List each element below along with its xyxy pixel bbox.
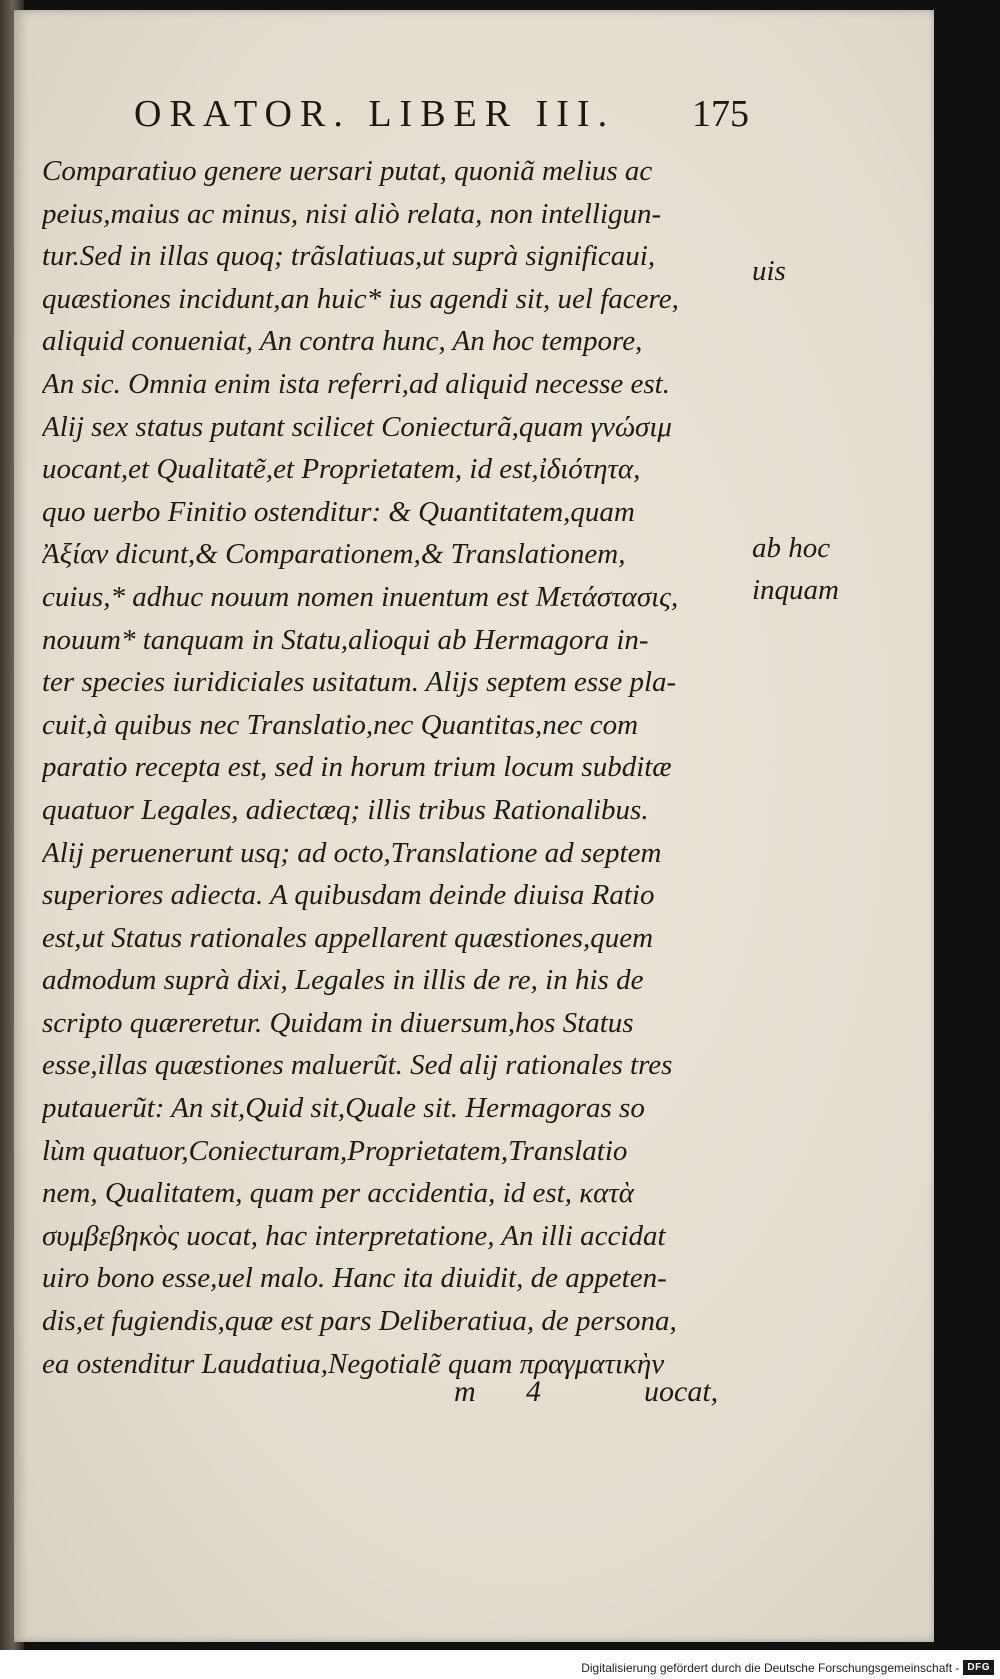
text-line: lùm quatuor,Coniecturam,Proprietatem,Translatio: [42, 1134, 628, 1167]
text-line: peius,maius ac minus, nisi aliò relata, non intelligun-: [42, 197, 662, 230]
margin-note: uis: [752, 255, 786, 287]
text-line: ea ostenditur Laudatiua,Negotialẽ quam πραγματικὴν: [42, 1347, 665, 1380]
text-line: Comparatiuo genere uersari putat, quoniã melius ac: [42, 155, 653, 187]
text-line: uocant,et Qualitatẽ,et Proprietatem, id est,ἰδιότητα,: [42, 453, 641, 486]
text-line: uiro bono esse,uel malo. Hanc ita diuidit, de appeten-: [42, 1262, 667, 1295]
book-page: [14, 10, 934, 1642]
text-line: putauerũt: An sit,Quid sit,Quale sit. Hermagoras so: [42, 1092, 645, 1125]
running-head: ORATOR. LIBER III.: [134, 93, 616, 135]
dfg-logo-icon: DFG: [963, 1660, 994, 1675]
text-line: ter species iuridiciales usitatum. Alijs septem esse pla-: [42, 666, 677, 699]
text-line: nem, Qualitatem, quam per accidentia, id est, κατὰ: [42, 1177, 634, 1210]
margin-note: ab hoc: [752, 532, 831, 564]
page-number: 175: [692, 93, 749, 135]
signature-mark: m: [454, 1375, 476, 1408]
text-line: superiores adiecta. A quibusdam deinde diuisa Ratio: [42, 879, 655, 912]
text-line: aliquid conueniat, An contra hunc, An hoc tempore,: [42, 325, 643, 358]
text-line: quo uerbo Finitio ostenditur: & Quantitatem,quam: [42, 495, 635, 528]
text-line: dis,et fugiendis,quæ est pars Deliberatiua, de persona,: [42, 1305, 677, 1338]
digitization-credit: [581, 1660, 994, 1675]
text-line: συμβεβηκὸς uocat, hac interpretatione, An illi accidat: [42, 1219, 666, 1252]
text-line: cuius,* adhuc nouum nomen inuentum est Μετάστασις,: [42, 580, 679, 613]
credit-text: Digitalisierung gefördert durch die Deutsche Forschungsgemeinschaft -: [581, 1660, 960, 1675]
text-line: tur.Sed in illas quoq; trãslatiuas,ut suprà significaui,: [42, 240, 656, 273]
text-line: paratio recepta est, sed in horum trium locum subditæ: [42, 751, 672, 784]
text-line: cuit,à quibus nec Translatio,nec Quantitas,nec com: [42, 708, 639, 741]
signature-number: 4: [526, 1375, 541, 1408]
catchword: uocat,: [644, 1375, 719, 1408]
text-line: est,ut Status rationales appellarent quæstiones,quem: [42, 921, 654, 954]
text-line: An sic. Omnia enim ista referri,ad aliquid necesse est.: [42, 367, 670, 400]
text-line: esse,illas quæstiones maluerũt. Sed alij rationales tres: [42, 1049, 673, 1082]
text-line: quatuor Legales, adiectæq; illis tribus Rationalibus.: [42, 793, 649, 826]
text-line: nouum* tanquam in Statu,alioqui ab Hermagora in-: [42, 623, 649, 656]
margin-note: inquam: [752, 574, 839, 606]
text-line: admodum suprà dixi, Legales in illis de re, in his de: [42, 964, 644, 997]
text-line: Ἀξίαν dicunt,& Comparationem,& Translationem,: [42, 538, 626, 571]
text-line: Alij peruenerunt usq; ad octo,Translatione ad septem: [42, 836, 662, 869]
text-block: [42, 150, 747, 1385]
text-line: Alij sex status putant scilicet Coniecturã,quam γνώσιμ: [42, 410, 672, 443]
text-line: quæstiones incidunt,an huic* ius agendi sit, uel facere,: [42, 282, 679, 315]
text-line: scripto quæreretur. Quidam in diuersum,hos Status: [42, 1006, 634, 1039]
